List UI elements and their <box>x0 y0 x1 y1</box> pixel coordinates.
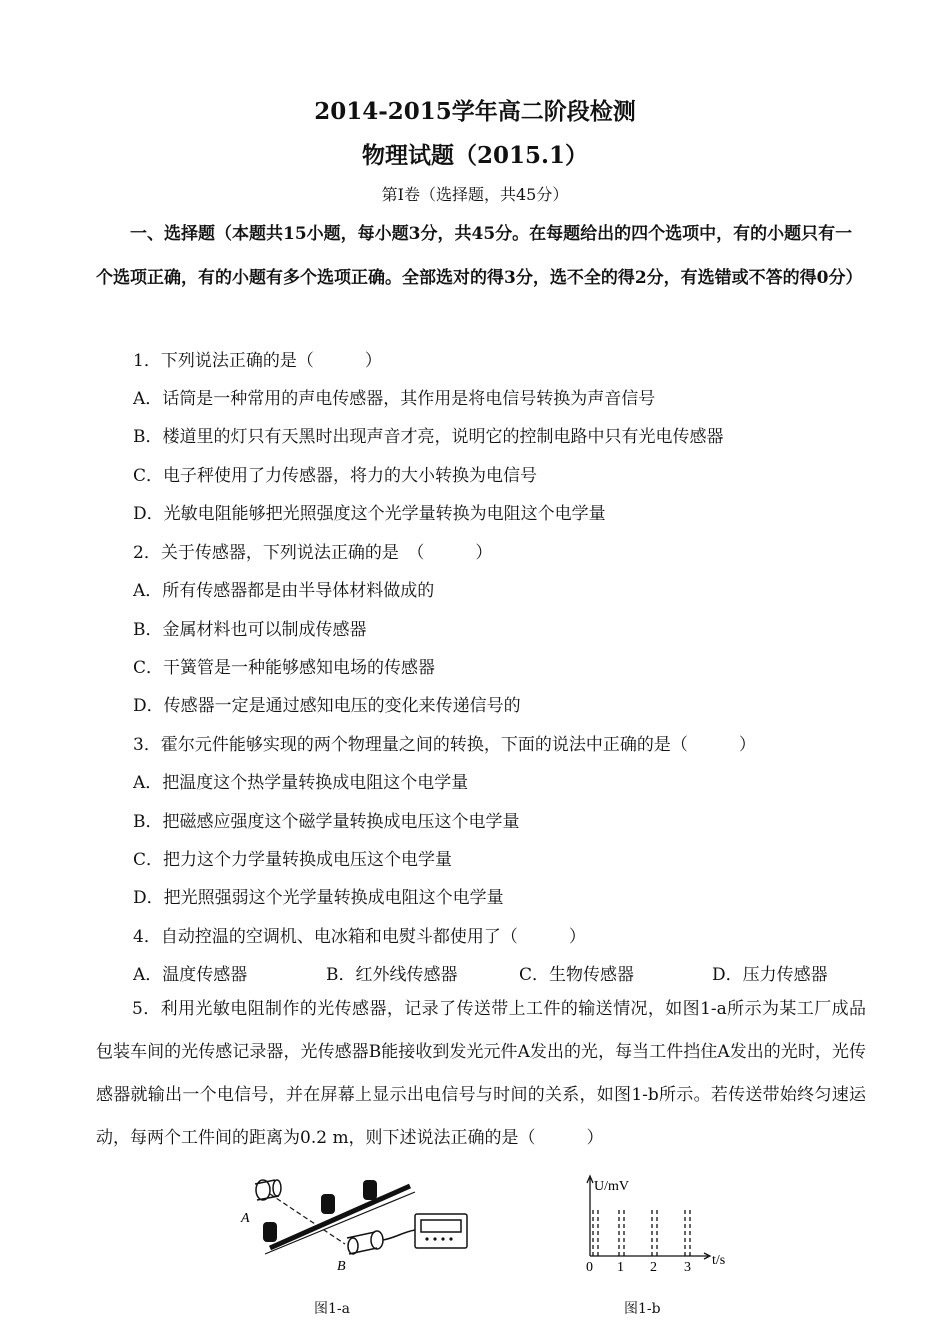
question-1-option-b: B．楼道里的灯只有天黑时出现声音才亮，说明它的控制电路中只有光电传感器 <box>133 427 724 447</box>
x-axis-label: t/s <box>712 1253 726 1268</box>
label-a: A <box>241 1211 250 1226</box>
question-1-option-a: A．话筒是一种常用的声电传感器，其作用是将电信号转换为声音信号 <box>133 389 656 409</box>
question-1-option-d: D．光敏电阻能够把光照强度这个光学量转换为电阻这个电学量 <box>133 504 606 524</box>
tick-0: 0 <box>586 1260 593 1272</box>
tick-1: 1 <box>617 1260 624 1272</box>
figure-1a-caption: 图1-a <box>314 1301 350 1317</box>
figure-1b-graph <box>570 1172 740 1272</box>
tick-2: 2 <box>650 1260 657 1272</box>
question-4-option-c: C．生物传感器 <box>519 965 635 985</box>
question-4-option-a: A．温度传感器 <box>133 965 248 985</box>
question-2-stem: 2．关于传感器，下列说法正确的是 （ ） <box>133 543 493 563</box>
question-3-option-a: A．把温度这个热学量转换成电阻这个电学量 <box>133 773 469 793</box>
question-3-option-d: D．把光照强弱这个光学量转换成电阻这个电学量 <box>133 888 504 908</box>
label-b: B <box>337 1259 346 1272</box>
section-instructions: 一、选择题（本题共15小题，每小题3分，共45分。在每题给出的四个选项中，有的小题只有一个选项正确，有的小题有多个选项正确。全部选对的得3分，选不全的得2分，有选错或不答的得0分） <box>96 224 863 288</box>
question-3-option-b: B．把磁感应强度这个磁学量转换成电压这个电学量 <box>133 812 520 832</box>
exam-title: 2014-2015学年高二阶段检测 <box>314 98 636 125</box>
question-2-option-b: B．金属材料也可以制成传感器 <box>133 620 367 640</box>
question-4-option-b: B．红外线传感器 <box>326 965 458 985</box>
figure-1b-caption: 图1-b <box>624 1301 661 1317</box>
question-4-option-d: D．压力传感器 <box>712 965 828 985</box>
question-1-option-c: C．电子秤使用了力传感器，将力的大小转换为电信号 <box>133 466 538 486</box>
question-2-option-d: D．传感器一定是通过感知电压的变化来传递信号的 <box>133 696 521 716</box>
y-axis-label: U/mV <box>594 1179 629 1194</box>
question-4-stem: 4．自动控温的空调机、电冰箱和电熨斗都使用了（ ） <box>133 927 586 947</box>
question-2-option-c: C．干簧管是一种能够感知电场的传感器 <box>133 658 436 678</box>
question-3-stem: 3．霍尔元件能够实现的两个物理量之间的转换，下面的说法中正确的是（ ） <box>133 735 756 755</box>
exam-subtitle: 物理试题（2015.1） <box>361 142 589 169</box>
figure-1a-diagram <box>235 1172 475 1272</box>
tick-3: 3 <box>684 1260 691 1272</box>
volume-heading: 第Ⅰ卷（选择题，共45分） <box>381 185 569 204</box>
question-2-option-a: A．所有传感器都是由半导体材料做成的 <box>133 581 435 601</box>
question-1-stem: 1．下列说法正确的是（ ） <box>133 351 382 371</box>
question-3-option-c: C．把力这个力学量转换成电压这个电学量 <box>133 850 453 870</box>
question-5-stem: 5．利用光敏电阻制作的光传感器，记录了传送带上工件的输送情况，如图1-a所示为某工厂成品包装车间的光传感记录器，光传感器B能接收到发光元件A发出的光，每当工件挡住A发出的光时，光传感器就输出一个电信号，并在屏幕上显示出电信号与时间的关系，如图1-b所示。若传送带始终匀速运动，每两个工件间的距离为0.2 m，则下述说法正确的是（ ） <box>96 999 866 1148</box>
